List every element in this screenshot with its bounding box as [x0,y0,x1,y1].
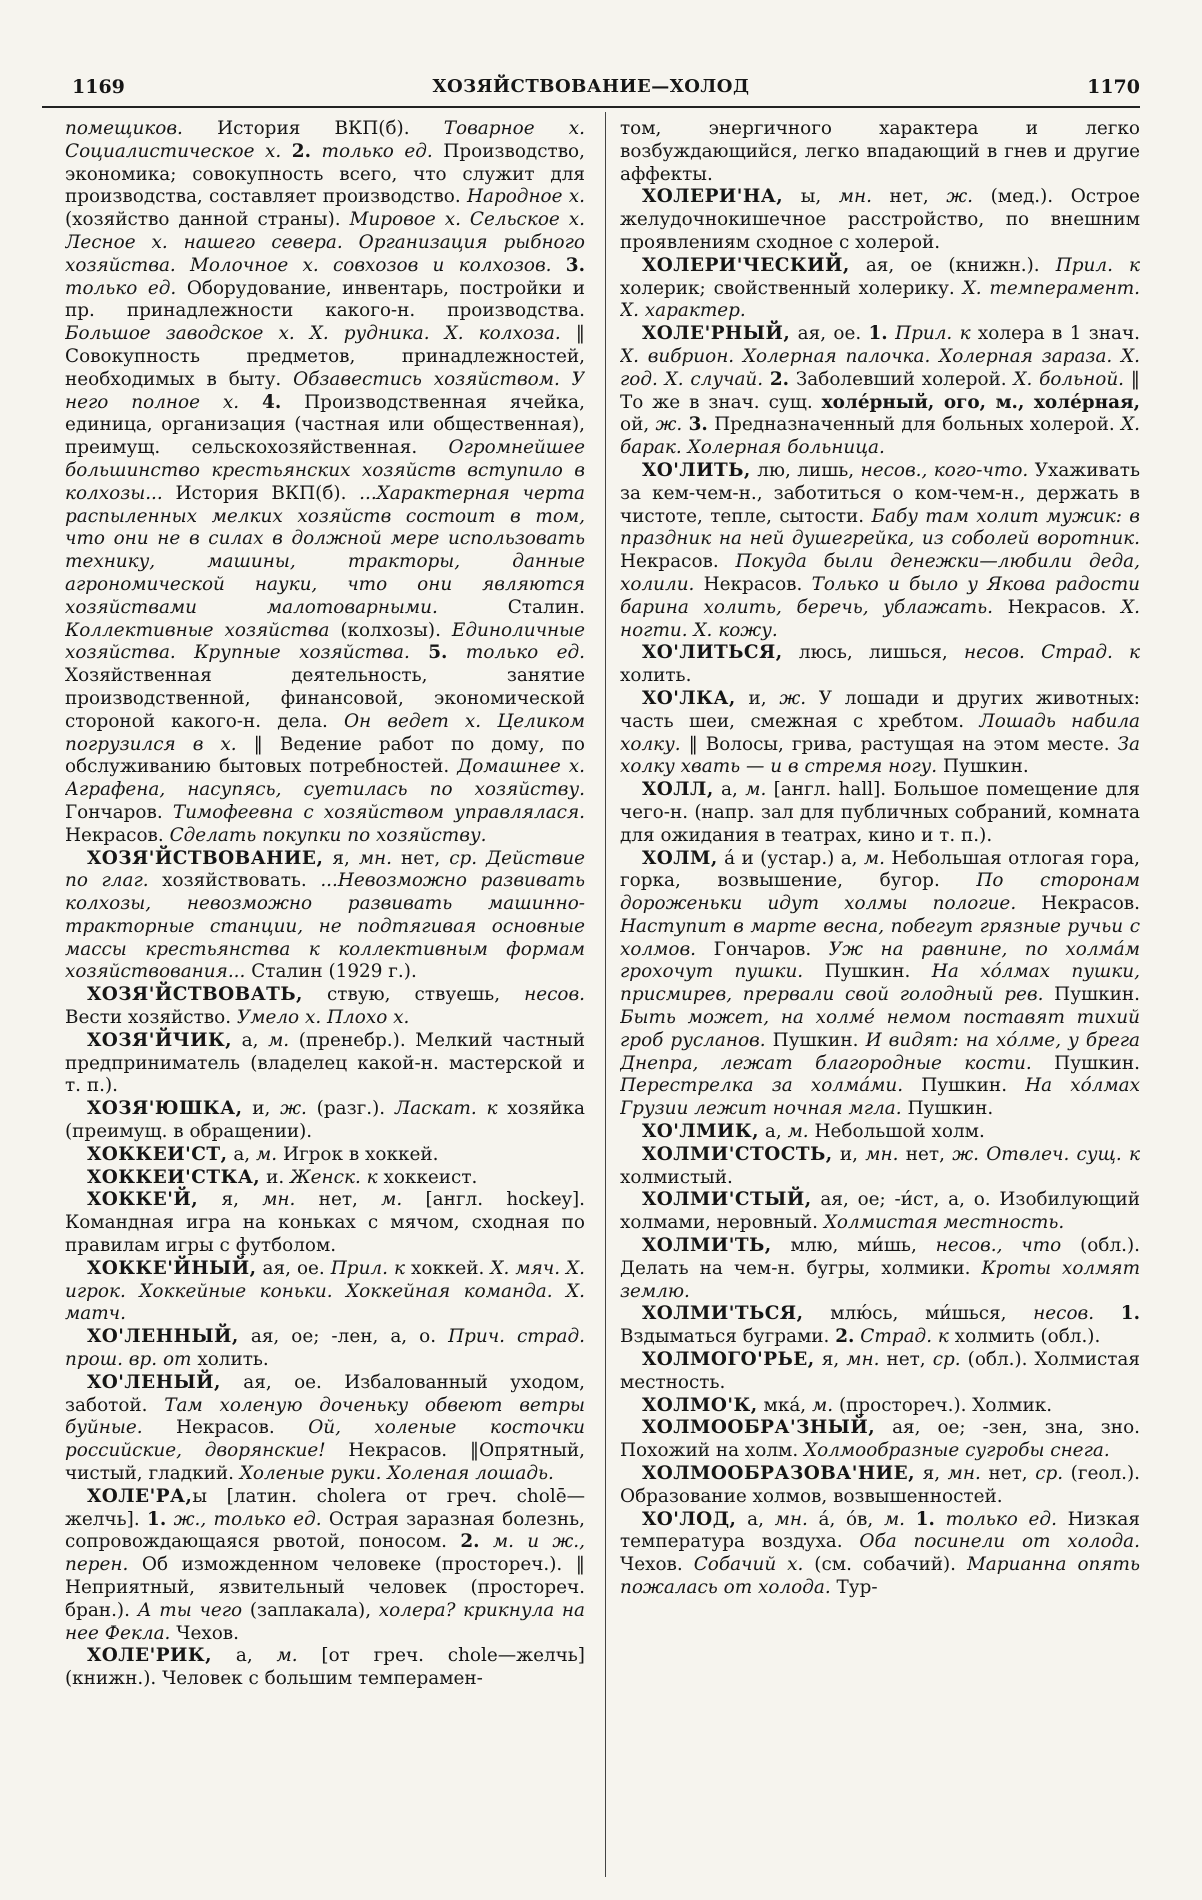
entry-text: нет, [879,1349,933,1371]
entry-text: Пушкин. [765,1029,866,1051]
entry-text: холмить (обл.). [948,1326,1101,1348]
entry-text: Умело х. Плохо х. [236,1007,410,1029]
dictionary-entry [65,1258,585,1326]
entry-text: люсь, лишься, [782,642,964,664]
entry-text: Пушкин. [901,1098,994,1120]
entry-text: (пренебр.). Мелкий частный предприниматель (владелец какой-н. мастерской и т. п.). [65,1029,585,1097]
dictionary-entry [620,1144,1140,1190]
entry-text: м. и ж., перен. [65,1531,585,1576]
entry-text: м. [787,1121,809,1143]
entry-text [447,642,465,663]
entry-text: мн. [262,1189,296,1211]
entry-text: Покуда были денежки—любили деда, холили. [620,551,1140,595]
entry-text: хоккей. [404,1257,491,1279]
entry-text: Коллективные хозяйства [65,619,330,641]
headword: ХОККЕИ'СТКА, [87,1166,261,1188]
entry-text: м. [812,1394,834,1416]
dictionary-entry [620,1121,1140,1144]
entry-text: Ухаживать за кем-чем-н., заботиться о ком-чем-н., держать в чистоте, тепле, сытости. [620,459,1140,527]
entry-text: Прил. к [1055,254,1140,276]
entry-text: холе́рный, ого, м., холе́рная, [821,391,1140,413]
entry-text: только ед. [321,140,433,162]
entry-text: Х. мяч. Х. игрок. Хоккейные коньки. Хоккейная команда. Х. матч. [65,1257,585,1325]
entry-text: а, [736,1508,775,1530]
page-header [42,72,1140,108]
entry-text: хозяйка (преимущ. в обращении). [65,1098,585,1143]
left-column [65,118,585,1880]
entry-text: мка́, [757,1394,813,1416]
dictionary-entry [65,1645,585,1691]
dictionary-entry [620,1235,1140,1303]
entry-text: Страд. к [860,1326,949,1348]
entry-text: ж. [655,414,683,436]
entry-text [480,1531,493,1552]
entry-text: только ед. [945,1508,1057,1530]
headword: ХОЛЛ, [642,779,714,801]
entry-text: м. [883,1508,906,1530]
entry-text: Быть может, на холме́ немом поставят тихий гроб русланов. [620,1007,1140,1051]
headword: ХО'ЛЕННЫЙ, [87,1326,239,1348]
entry-text: а́ и (устар.) а, [717,847,864,869]
running-head: ХОЗЯЙСТВОВАНИЕ—ХОЛОД [432,76,750,97]
headword: ХО'ЛОД, [642,1508,737,1530]
entry-text: За холку хвать — и в стремя ногу. [620,733,1140,778]
entry-text: Некрасов. [694,573,812,595]
entry-text [1094,1303,1121,1324]
dictionary-entry [620,460,1140,642]
headword: ХОЛМООБРА'ЗНЫЙ, [642,1417,876,1439]
entry-text: Х. темперамент. Х. характер. [620,277,1140,322]
entry-text [239,392,262,413]
entry-text: Производственная ячейка, единица, организация (частная или общественная), преимущ. сельскохозяйственная. [65,391,585,459]
entry-text: Собачий х. [693,1554,804,1576]
entry-text: ы [латин. cholera от греч. cholē—желчь]. [65,1485,585,1530]
right-column [620,118,1140,1880]
entry-text: (мед.). Острое желудочнокишечное расстройство, по внешним проявлениям сходное с холерой. [620,186,1140,253]
dictionary-entry [65,1486,585,1646]
entry-text: Чехов. [620,1554,694,1576]
entry-text: Некрасов. [992,596,1122,618]
entry-text: Марианна опять пожалась от холода. [620,1554,1140,1598]
headword: ХО'ЛЕНЫЙ, [87,1371,221,1393]
entry-text: мн. [774,1508,808,1530]
entry-text: Тимофеевна с хозяйством управлялася. [172,801,585,823]
entry-text: ‖ То же в знач. сущ. [620,368,1140,413]
entry-text: Гончаров. [65,801,173,823]
entry-text: 1. [1120,1303,1140,1325]
entry-text: несов. [524,984,585,1006]
entry-text: Сталин (1929 г.). [245,961,417,983]
entry-text: Сделать покупки по хозяйству. [169,824,487,846]
headword: ХОЗЯ'ЙСТВОВАНИЕ, [87,847,324,869]
entry-text: Вздыматься буграми. [620,1326,836,1348]
entry-text: нет, [872,186,947,208]
entry-text: Низкая температура воздуха. [620,1508,1140,1553]
entry-text: м. [863,847,885,869]
entry-text: ая, ое. [790,323,869,345]
entry-text: 1. [147,1508,167,1530]
headword: ХОЗЯ'ЮШКА, [87,1098,243,1120]
entry-text: Об изможденном человеке (простореч.). ‖ Неприятный, язвительный человек (простореч. бран.). [65,1554,585,1621]
entry-text: помещиков. [65,118,183,139]
dictionary-entry [620,1463,1140,1509]
entry-text: холить. [191,1349,269,1371]
entry-text: Сталин. [437,596,585,618]
entry-text: Пушкин. [1043,984,1140,1006]
entry-text: мн. [865,1143,899,1165]
entry-text: Ласкат. [394,1098,477,1120]
entry-text: холить. [620,665,692,687]
entry-text: Прил. к [895,323,971,345]
dictionary-entry [65,984,585,1030]
entry-text: На хо́лмах пушки, присмирев, прервали свой голодный рев. [620,961,1140,1006]
entry-text: и, [242,1098,281,1120]
dictionary-entry [65,118,585,848]
entry-text: к [486,1098,498,1120]
entry-text: холерик; свойственный холерику. [620,277,963,299]
headword: ХОККЕ'Й, [87,1189,199,1211]
entry-text: ср. [932,1349,961,1371]
entry-text: (колхозы). [329,619,452,641]
entry-text: ой, [620,414,656,436]
headword: ХОЛЕРИ'ЧЕСКИЙ, [642,254,850,276]
entry-text: я, [323,847,359,869]
entry-text: Народное х. [466,186,585,208]
entry-text: Большое заводское х. Х. рудника. Х. колхоза. [65,323,561,345]
entry-text: Лошадь набила холку. [620,710,1140,755]
entry-text: Игрок в хоккей. [277,1143,439,1165]
entry-text: 3. [565,254,585,276]
entry-text: ...Характерная черта распыленных мелких хозяйств состоит в том, что они не в силах в должной мере использовать технику, машины, тракторы, данные агрономической науки, что они являются хозяйствами малотоварными. [65,482,585,618]
entry-text: Некрасов. [65,824,170,846]
headword: ХОЛЕРИ'НА, [642,186,784,208]
dictionary-entry [65,1144,585,1167]
entry-text: а, [713,779,746,801]
entry-text: ...Невозможно развивать колхозы, невозможно развивать машинно-тракторные станции, не подтягивая основные массы крестьянства к коллективным формам хозяйствования... [65,870,585,983]
entry-text: ср. [1035,1463,1064,1485]
entry-text: 1. [868,323,888,345]
headword: ХОЛМО'К, [642,1394,758,1416]
entry-text: Холеные руки. Холеная лошадь. [239,1463,554,1485]
entry-text: (хозяйство данной страны). [65,209,350,231]
entry-text: Огромнейшее большинство крестьянских хозяйств вступило в колхозы... [65,437,585,504]
entry-text: ж. [280,1098,307,1120]
dictionary-entry [620,642,1140,688]
entry-text: несов. Страд. к [963,642,1140,664]
headword: ХОЛЕ'РИК, [87,1645,213,1667]
entry-text: Кроты холмят землю. [620,1257,1140,1302]
entry-text: а́, о́в, [807,1508,884,1530]
headword: ХОЛМ, [642,847,718,869]
entry-text: Оба посинели от холода. [859,1531,1140,1553]
dictionary-entry [65,1189,585,1257]
dictionary-entry [620,848,1140,1122]
dictionary-entry [620,323,1140,460]
entry-text: хоккеист. [377,1166,478,1188]
entry-text [166,1509,173,1530]
entry-text: млю, ми́шь, [771,1235,936,1257]
entry-text: Наступит в марте весна, побегут грязные ручьи с холмов. [620,915,1140,960]
headword: ХОККЕ'ЙНЫЙ, [87,1257,257,1279]
page-number-left: 1169 [72,76,125,98]
entry-text: я, [915,1463,948,1485]
entry-text: нет, [295,1189,382,1211]
entry-text: а, [232,1029,269,1051]
dictionary-entry [620,255,1140,323]
entry-text: (см. собачий). [803,1554,967,1576]
headword: ХОЛМООБРАЗОВА'НИЕ, [642,1463,916,1485]
entry-text: История ВКП(б). [162,482,360,504]
dictionary-entry [620,688,1140,779]
entry-text: и, [735,687,780,709]
dictionary-entry [65,1372,585,1486]
entry-text [311,141,322,162]
entry-text: 4. [262,391,282,413]
entry-text: Острая заразная болезнь, сопровождающаяся рвотой, поносом. [65,1508,585,1553]
entry-text: Пушкин. [903,1075,1026,1097]
headword: ХОЛМИ'СТОСТЬ, [642,1143,833,1165]
entry-text: ая, ое; -лен, а, о. [238,1326,449,1348]
column-divider [605,112,606,1877]
entry-text [888,323,895,344]
entry-text: (простореч.). Холмик. [833,1394,1053,1416]
entry-text: Пушкин. [937,756,1029,778]
dictionary-entry [65,848,585,985]
entry-text: несов., что [935,1235,1062,1257]
entry-text: [англ. hall]. Большое помещение для чего-н. (напр. зал для публичных собраний, комната для ожидания в театрах, кино и т. п.). [620,779,1140,846]
entry-text: мн. [358,847,393,869]
entry-text: 2. [769,368,790,390]
entry-text: Действие по глаг. [65,847,585,892]
entry-text: Чехов. [170,1622,239,1644]
entry-text: Холмистая местность. [823,1212,1065,1234]
entry-text: холмистый. [620,1166,733,1188]
entry-text: Некрасов. ‖Опрятный, чистый, гладкий. [65,1440,585,1485]
entry-text: 5. [428,642,448,664]
entry-text: ая, ое; -и́ст, а, о. Изобилующий холмами, неровный. [620,1189,1140,1234]
entry-text: ая, ое; -зен, зна, зно. Похожий на холм. [620,1417,1140,1462]
entry-text: только ед. [65,277,177,299]
entry-text: Предназначенный для больных холерой. [707,414,1122,436]
entry-text: м. [256,1143,278,1165]
entry-text: мн. [947,1463,981,1485]
dictionary-entry [620,1349,1140,1395]
dictionary-entry [620,1417,1140,1463]
headword: ХО'ЛИТЬСЯ, [642,642,783,664]
entry-text: Заболевший холерой. [789,368,1014,390]
entry-text: и, [832,1143,866,1165]
entry-text: Домашнее х. Аграфена, насупясь, суетилась по хозяйству. [65,756,585,801]
headword: ХОККЕИ'СТ, [87,1143,228,1165]
dictionary-entry [65,1098,585,1144]
entry-text: А ты чего [137,1599,243,1621]
entry-text [905,1509,916,1530]
entry-text: Прил. к [330,1257,405,1279]
entry-text: и. [260,1166,291,1188]
entry-text: млю́сь, ми́шься, [803,1303,1034,1325]
entry-text: Там холеную доченьку обвеют ветры буйные. [65,1394,585,1439]
entry-text: хозяйствовать. [148,870,321,892]
headword: ХОЛМИ'ТЬ, [642,1235,772,1257]
entry-text: ж. [779,687,807,709]
dictionary-entry [620,186,1140,254]
entry-text: 2. [835,1326,855,1348]
entry-text: а, [227,1143,257,1165]
entry-text: Х. ногти. Х. кожу. [620,596,1140,641]
entry-text: ж. [946,186,974,208]
entry-text: лю, лишь, [750,459,861,481]
headword: ХОЗЯ'ЙСТВОВАТЬ, [87,984,303,1006]
entry-text: Прич. страд. прош. вр. от [65,1326,585,1371]
dictionary-entry [620,1395,1140,1418]
headword: ХОЛЕ'РНЫЙ, [642,323,791,345]
entry-text: (заплакала), [242,1599,379,1621]
entry-text: я, [814,1349,847,1371]
entry-text: ‖ Совокупность предметов, принадлежностей, необходимых в быту. [65,323,585,390]
entry-text: а, [212,1645,277,1667]
entry-text: Хозяйственная деятельность, занятие производственной, финансовой, экономической стороной какого-н. дела. [65,665,585,732]
entry-text: несов., кого-что. [860,459,1029,481]
entry-text: Ой, холеные косточки российские, дворянские! [65,1417,585,1462]
entry-text: [от греч. chole—желчь] (книжн.). Человек с большим темперамен- [65,1645,585,1690]
entry-text: Пушкин. [1031,1052,1140,1074]
entry-text: Мировое х. Сельское х. Лесное х. нашего севера. Организация рыбного хозяйства. Молочное х. совхозов и колхозов. [65,209,585,276]
entry-text: м. [381,1189,403,1211]
entry-text: я, [198,1189,263,1211]
entry-text: История ВКП(б). [182,118,444,139]
entry-text: Х. вибрион. Холерная палочка. Холерная зараза. Х. год. Х. случай. [620,345,1140,390]
entry-text: ствую, ствуешь, [302,984,525,1006]
entry-text: 3. [688,414,708,436]
entry-text: а, [759,1121,788,1143]
entry-text: Обзавестись хозяйством. У него полное х. [65,368,585,413]
entry-text: 1. [915,1508,935,1530]
entry-text [281,141,292,162]
entry-text: Вести хозяйство. [65,1007,237,1029]
entry-text: мн. [846,1349,880,1371]
entry-text: Женск. к [290,1166,378,1188]
entry-text: Только и было у Якова радости барина холить, беречь, ублажать. [620,573,1140,618]
entry-text: ы, [783,186,839,208]
entry-text: Гончаров. [696,938,829,960]
entry-text: Пушкин. [803,961,932,983]
entry-text [763,369,770,390]
entry-text: ж., только ед. [173,1508,322,1530]
entry-text: Единоличные хозяйства. Крупные хозяйства. [65,619,585,664]
entry-text: (обл.). Делать на чем-н. бугры, холмики. [620,1235,1140,1279]
headword: ХОЗЯ'ЙЧИК, [87,1029,233,1051]
entry-text [477,848,486,869]
entry-text: ая, ое (книжн.). [849,254,1056,276]
entry-text: (геол.). Образование холмов, возвышенностей. [620,1463,1140,1507]
headword: ХО'ЛКА, [642,687,736,709]
entry-text: м. [276,1645,298,1667]
entry-text: мн. [838,186,872,208]
entry-text [410,642,428,663]
entry-text: У лошади и других животных: часть шеи, смежная с хребтом. [620,687,1140,732]
entry-text: Товарное х. Социалистическое х. [65,118,585,162]
entry-text: холера? крикнула на нее Фекла. [65,1599,585,1644]
headword: ХОЛМИ'СТЫЙ, [642,1189,812,1211]
entry-text: Бабу там холит мужик: в праздник на ней душегрейка, из соболей воротник. [620,505,1140,550]
entry-text: Небольшой холм. [808,1121,985,1143]
entry-text: Перестрелка за холма́ми. [620,1075,904,1097]
page-number-right: 1170 [1087,76,1140,98]
entry-text: Х. больной. [1013,368,1125,390]
entry-text: (разг.). [306,1098,395,1120]
headword: ХОЛМИ'ТЬСЯ, [642,1303,804,1325]
entry-text: нет, [980,1463,1036,1485]
dictionary-entry [620,1509,1140,1600]
entry-text: Некрасов. [1016,893,1140,915]
entry-text: ая, ое. [256,1257,331,1279]
entry-text: Производство, экономика; совокупность всего, что служит для производства, составляет производство. [65,140,585,208]
entry-text: Холмообразные сугробы снега. [804,1440,1110,1462]
headword: ХО'ЛМИК, [642,1121,760,1143]
headword: ХОЛЕ'РА, [87,1485,193,1507]
headword: ХО'ЛИТЬ, [642,459,751,481]
entry-text: ‖ Волосы, грива, растущая на этом месте. [680,733,1118,755]
entry-text: (обл.). Холмистая местность. [620,1349,1140,1393]
entry-text: Х. барак. Холерная больница. [620,414,1140,459]
entry-text [552,255,566,276]
entry-text [935,1509,946,1530]
dictionary-entry [620,1303,1140,1349]
entry-text: 2. [460,1531,480,1553]
entry-text: нет, [392,847,450,869]
dictionary-entry [620,779,1140,847]
entry-text: только ед. [465,642,585,664]
entry-text: ая, ое. Избалованный уходом, заботой. [65,1371,585,1416]
entry-text: И видят: на хо́лме, у брега Днепра, лежат благородные кости. [620,1029,1140,1074]
entry-text: [англ. hockey]. Командная игра на коньках с мячом, сходная по правилам игры с футболом. [65,1189,585,1257]
dictionary-entry [620,1189,1140,1235]
dictionary-entry [620,118,1140,186]
entry-text: несов. [1033,1303,1095,1325]
entry-text: холера в 1 знач. [970,323,1140,345]
entry-text: Тур- [830,1577,878,1598]
entry-text: нет, [898,1143,953,1165]
entry-text: Он ведет х. Целиком погрузился в х. [65,710,585,755]
entry-text: том, энергичного характера и легко возбуждающийся, легко впадающий в гнев и другие аффекты. [620,118,1140,185]
entry-text: ‖ Ведение работ по дому, по обслуживанию бытовых потребностей. [65,733,585,778]
dictionary-entry [65,1167,585,1190]
dictionary-entry [65,1030,585,1098]
entry-text: ср. [449,847,478,869]
entry-text: м. [745,779,767,801]
entry-text: Уж на равнине, по холма́м грохочут пушки. [620,938,1140,983]
entry-text: По сторонам дороженьки идут холмы пологие. [620,870,1140,915]
entry-text: Некрасов. [142,1417,309,1439]
entry-text: ж. Отвлеч. сущ. к [952,1143,1140,1165]
entry-text: м. [268,1029,290,1051]
entry-text: Некрасов. [620,551,736,573]
entry-text: Оборудование, инвентарь, постройки и пр. принадлежности какого-н. производства. [65,277,585,322]
headword: ХОЛМОГО'РЬЕ, [642,1349,815,1371]
entry-text: Небольшая отлогая гора, горка, возвышение, бугор. [620,847,1140,892]
entry-text: На хо́лмах Грузии лежит ночная мгла. [620,1075,1140,1120]
dictionary-entry [65,1326,585,1372]
entry-text: 2. [291,140,311,162]
